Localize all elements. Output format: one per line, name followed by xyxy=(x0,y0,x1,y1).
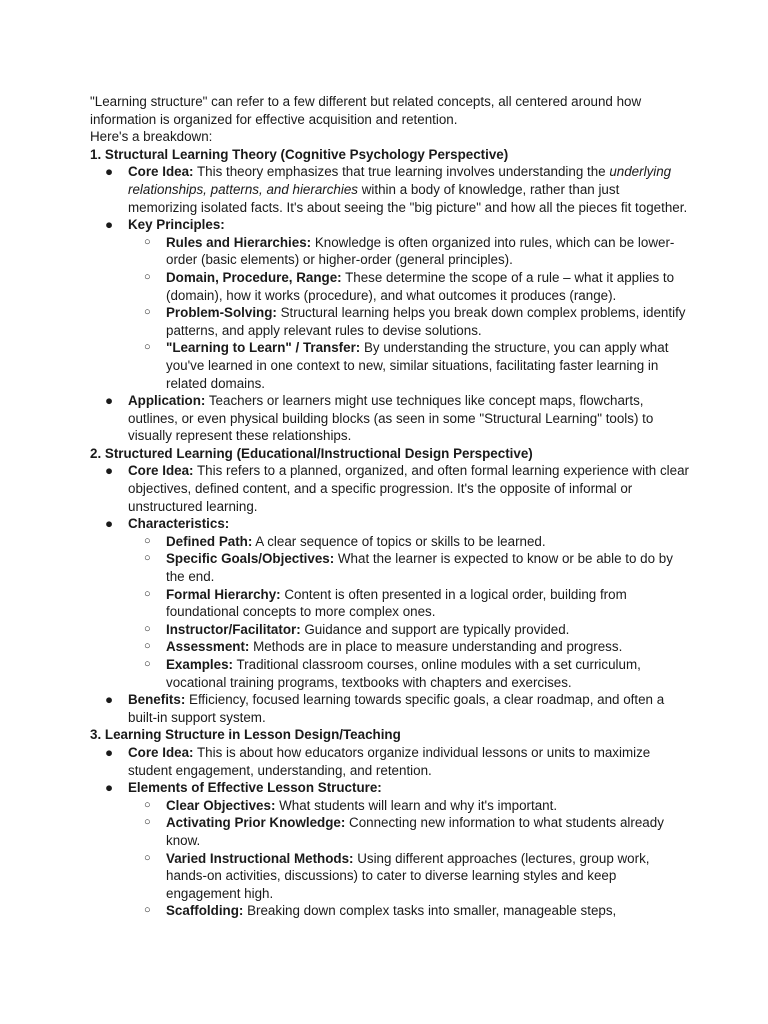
bullet-icon: ● xyxy=(105,744,114,760)
item-label: Formal Hierarchy: xyxy=(166,586,281,602)
item-text: Guidance and support are typically provided. xyxy=(300,621,570,637)
sublist-item xyxy=(90,234,690,269)
item-text: Methods are in place to measure understanding and progress. xyxy=(249,639,623,655)
document-body xyxy=(90,93,690,920)
item-text: This refers to a planned, organized, and often formal learning experience with clear objectives, defined content, and a specific progression. It's the opposite of informal or unstructured learning. xyxy=(128,463,689,514)
bullet-icon: ● xyxy=(105,692,114,708)
section-1-list xyxy=(90,163,690,445)
item-label: Varied Instructional Methods: xyxy=(166,850,354,866)
item-label: Defined Path: xyxy=(166,533,253,549)
item-text: Teachers or learners might use techniques like concept maps, flowcharts, outlines, or even physical building blocks (as seen in some "Structural Learning" tools) to visually represent these relationships. xyxy=(128,393,654,444)
item-text: Knowledge is often organized into rules, which can be lower-order (basic elements) or higher-order (general principles). xyxy=(166,234,675,268)
hollow-bullet-icon: ○ xyxy=(144,341,151,354)
item-text: Efficiency, focused learning towards specific goals, a clear roadmap, and often a built-in support system. xyxy=(128,692,665,725)
item-label: Specific Goals/Objectives: xyxy=(166,551,335,567)
bullet-icon: ● xyxy=(105,164,114,180)
sublist-item xyxy=(90,656,690,691)
sublist-item xyxy=(90,586,690,621)
section-heading-1: 1. Structural Learning Theory (Cognitive Psychology Perspective) xyxy=(90,146,509,162)
item-label: Core Idea: xyxy=(128,744,194,760)
list-item xyxy=(90,392,690,445)
item-text: Traditional classroom courses, online modules with a set curriculum, vocational training programs, textbooks with chapters and exercises. xyxy=(166,657,641,690)
sublist-item xyxy=(90,304,690,339)
item-label: Assessment: xyxy=(166,639,250,655)
item-label: Clear Objectives: xyxy=(166,797,276,813)
bullet-icon: ● xyxy=(105,217,114,233)
list-item xyxy=(90,462,690,515)
item-label: Core Idea: xyxy=(128,164,194,180)
item-text: This theory emphasizes that true learning involves understanding the xyxy=(193,164,610,180)
list-item xyxy=(90,163,690,216)
sublist xyxy=(90,234,690,392)
item-text: What students will learn and why it's important. xyxy=(275,797,558,813)
hollow-bullet-icon: ○ xyxy=(144,534,151,547)
sublist xyxy=(90,533,690,691)
list-item xyxy=(90,691,690,726)
sublist-item xyxy=(90,533,690,551)
item-label: Examples: xyxy=(166,657,233,672)
item-text: Content is often presented in a logical order, building from foundational concepts to more complex ones. xyxy=(166,586,627,620)
item-label: Characteristics: xyxy=(128,516,230,532)
sublist-item xyxy=(90,621,690,639)
item-text: Using different approaches (lectures, group work, hands-on activities, discussions) to cater to diverse learning styles and keep engagement high. xyxy=(166,850,650,901)
item-label: Domain, Procedure, Range: xyxy=(166,269,342,285)
hollow-bullet-icon: ○ xyxy=(144,904,151,917)
list-item xyxy=(90,216,690,392)
item-text: within a body of knowledge, rather than just memorizing isolated facts. It's about seeing the "big picture" and how all the pieces fit together. xyxy=(128,181,688,215)
hollow-bullet-icon: ○ xyxy=(144,851,151,864)
section-2-list xyxy=(90,462,690,726)
bullet-icon: ● xyxy=(105,463,114,479)
list-item xyxy=(90,779,690,920)
item-label: Activating Prior Knowledge: xyxy=(166,815,346,831)
item-text: Structural learning helps you break down complex problems, identify patterns, and apply relevant rules to devise solutions. xyxy=(166,305,686,338)
hollow-bullet-icon: ○ xyxy=(144,640,151,653)
sublist-item xyxy=(90,814,690,849)
bullet-icon: ● xyxy=(105,393,114,409)
bullet-icon: ● xyxy=(105,780,114,796)
item-label: "Learning to Learn" / Transfer: xyxy=(166,340,361,356)
hollow-bullet-icon: ○ xyxy=(144,658,151,670)
intro-paragraph: "Learning structure" can refer to a few different but related concepts, all centered around how information is organized for effective acquisition and retention. xyxy=(90,94,642,127)
item-label: Rules and Hierarchies: xyxy=(166,234,312,250)
sublist-item xyxy=(90,850,690,903)
item-emphasis: underlying relationships, patterns, and hierarchies xyxy=(128,164,672,197)
hollow-bullet-icon: ○ xyxy=(144,622,151,635)
sublist-item xyxy=(90,797,690,815)
hollow-bullet-icon: ○ xyxy=(144,587,151,600)
sublist-item xyxy=(90,550,690,585)
bullet-icon: ● xyxy=(105,516,114,532)
list-item xyxy=(90,744,690,779)
list-item xyxy=(90,515,690,691)
sublist-item xyxy=(90,339,690,392)
sublist-item xyxy=(90,902,690,920)
hollow-bullet-icon: ○ xyxy=(144,552,151,565)
hollow-bullet-icon: ○ xyxy=(144,306,151,319)
hollow-bullet-icon: ○ xyxy=(144,816,151,829)
item-label: Problem-Solving: xyxy=(166,305,277,321)
item-text: What the learner is expected to know or be able to do by the end. xyxy=(166,551,673,585)
item-text: This is about how educators organize individual lessons or units to maximize student engagement, understanding, and retention. xyxy=(128,744,651,778)
item-text: A clear sequence of topics or skills to be learned. xyxy=(252,533,546,549)
sublist-item xyxy=(90,638,690,656)
hollow-bullet-icon: ○ xyxy=(144,270,151,283)
intro-lead: Here's a breakdown: xyxy=(90,129,213,145)
item-label: Instructor/Facilitator: xyxy=(166,621,301,637)
item-label: Core Idea: xyxy=(128,463,194,479)
item-label: Elements of Effective Lesson Structure: xyxy=(128,780,382,796)
item-text: By understanding the structure, you can apply what you've learned in one context to new, similar situations, facilitating faster learning in related domains. xyxy=(166,340,669,391)
item-label: Application: xyxy=(128,393,206,409)
sublist xyxy=(90,797,690,920)
hollow-bullet-icon: ○ xyxy=(144,798,151,811)
hollow-bullet-icon: ○ xyxy=(144,235,151,248)
item-text: These determine the scope of a rule – what it applies to (domain), how it works (procedure), and what outcomes it produces (range). xyxy=(166,269,675,303)
sublist-item xyxy=(90,269,690,304)
item-text: Breaking down complex tasks into smaller, manageable steps, xyxy=(243,903,617,919)
item-label: Benefits: xyxy=(128,692,186,708)
section-heading-2: 2. Structured Learning (Educational/Instructional Design Perspective) xyxy=(90,445,533,461)
item-label: Scaffolding: xyxy=(166,903,244,919)
section-heading-3: 3. Learning Structure in Lesson Design/Teaching xyxy=(90,727,401,743)
section-3-list xyxy=(90,744,690,920)
item-label: Key Principles: xyxy=(128,217,225,233)
item-text: Connecting new information to what students already know. xyxy=(166,815,664,848)
